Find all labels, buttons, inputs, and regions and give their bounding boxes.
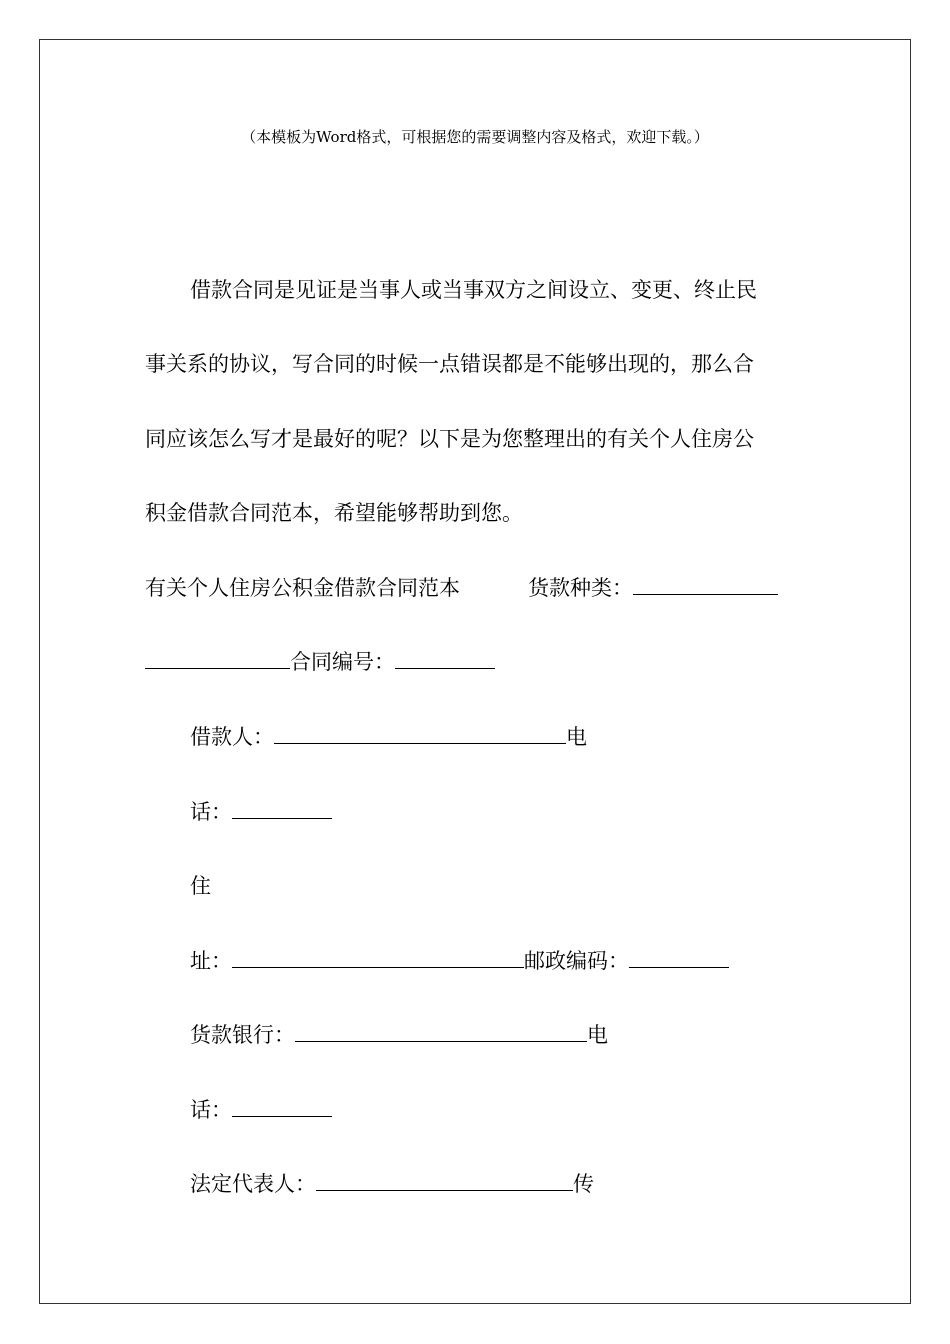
- intro-line-4: 积金借款合同范本，希望能够帮助到您。: [145, 501, 523, 525]
- borrower-label: 借款人：: [190, 725, 274, 749]
- postcode-field[interactable]: [629, 947, 729, 968]
- address-label: 址：: [190, 949, 232, 973]
- postcode-label: 邮政编码：: [524, 949, 629, 973]
- title-line: [145, 574, 778, 602]
- legal-rep-line: [190, 1170, 594, 1198]
- borrower-line: [190, 723, 587, 751]
- loan-type-label: 货款种类：: [528, 576, 633, 600]
- borrower-phone-label: 话：: [190, 800, 232, 824]
- borrower-phone-line: [190, 798, 332, 826]
- borrower-phone-prefix: 电: [566, 725, 587, 749]
- bank-phone-prefix: 电: [587, 1023, 608, 1047]
- legal-rep-label: 法定代表人：: [190, 1172, 316, 1196]
- address-field[interactable]: [232, 947, 524, 968]
- contract-no-field[interactable]: [395, 648, 495, 669]
- loan-type-field[interactable]: [633, 574, 778, 595]
- legal-rep-field[interactable]: [316, 1170, 573, 1191]
- contract-title: 有关个人住房公积金借款合同范本: [145, 576, 460, 600]
- address-line: [190, 947, 729, 975]
- bank-phone-label: 话：: [190, 1098, 232, 1122]
- borrower-field[interactable]: [274, 723, 566, 744]
- address-prefix: 住: [190, 874, 211, 898]
- contract-no-line: [145, 648, 495, 676]
- address-prefix-line: [190, 872, 211, 900]
- template-note: （本模板为Word格式，可根据您的需要调整内容及格式，欢迎下载。）: [241, 128, 709, 146]
- bank-phone-field[interactable]: [232, 1096, 332, 1117]
- bank-phone-line: [190, 1096, 332, 1124]
- intro-line-2: 事关系的协议，写合同的时候一点错误都是不能够出现的，那么合: [145, 352, 754, 376]
- bank-label: 货款银行：: [190, 1023, 295, 1047]
- contract-no-label: 合同编号：: [290, 650, 395, 674]
- bank-line: [190, 1021, 608, 1049]
- intro-line-3: 同应该怎么写才是最好的呢？以下是为您整理出的有关个人住房公: [145, 427, 754, 451]
- loan-type-field-cont[interactable]: [145, 648, 290, 669]
- intro-line-1: 借款合同是见证是当事人或当事双方之间设立、变更、终止民: [190, 278, 757, 302]
- fax-prefix: 传: [573, 1172, 594, 1196]
- borrower-phone-field[interactable]: [232, 798, 332, 819]
- bank-field[interactable]: [295, 1021, 587, 1042]
